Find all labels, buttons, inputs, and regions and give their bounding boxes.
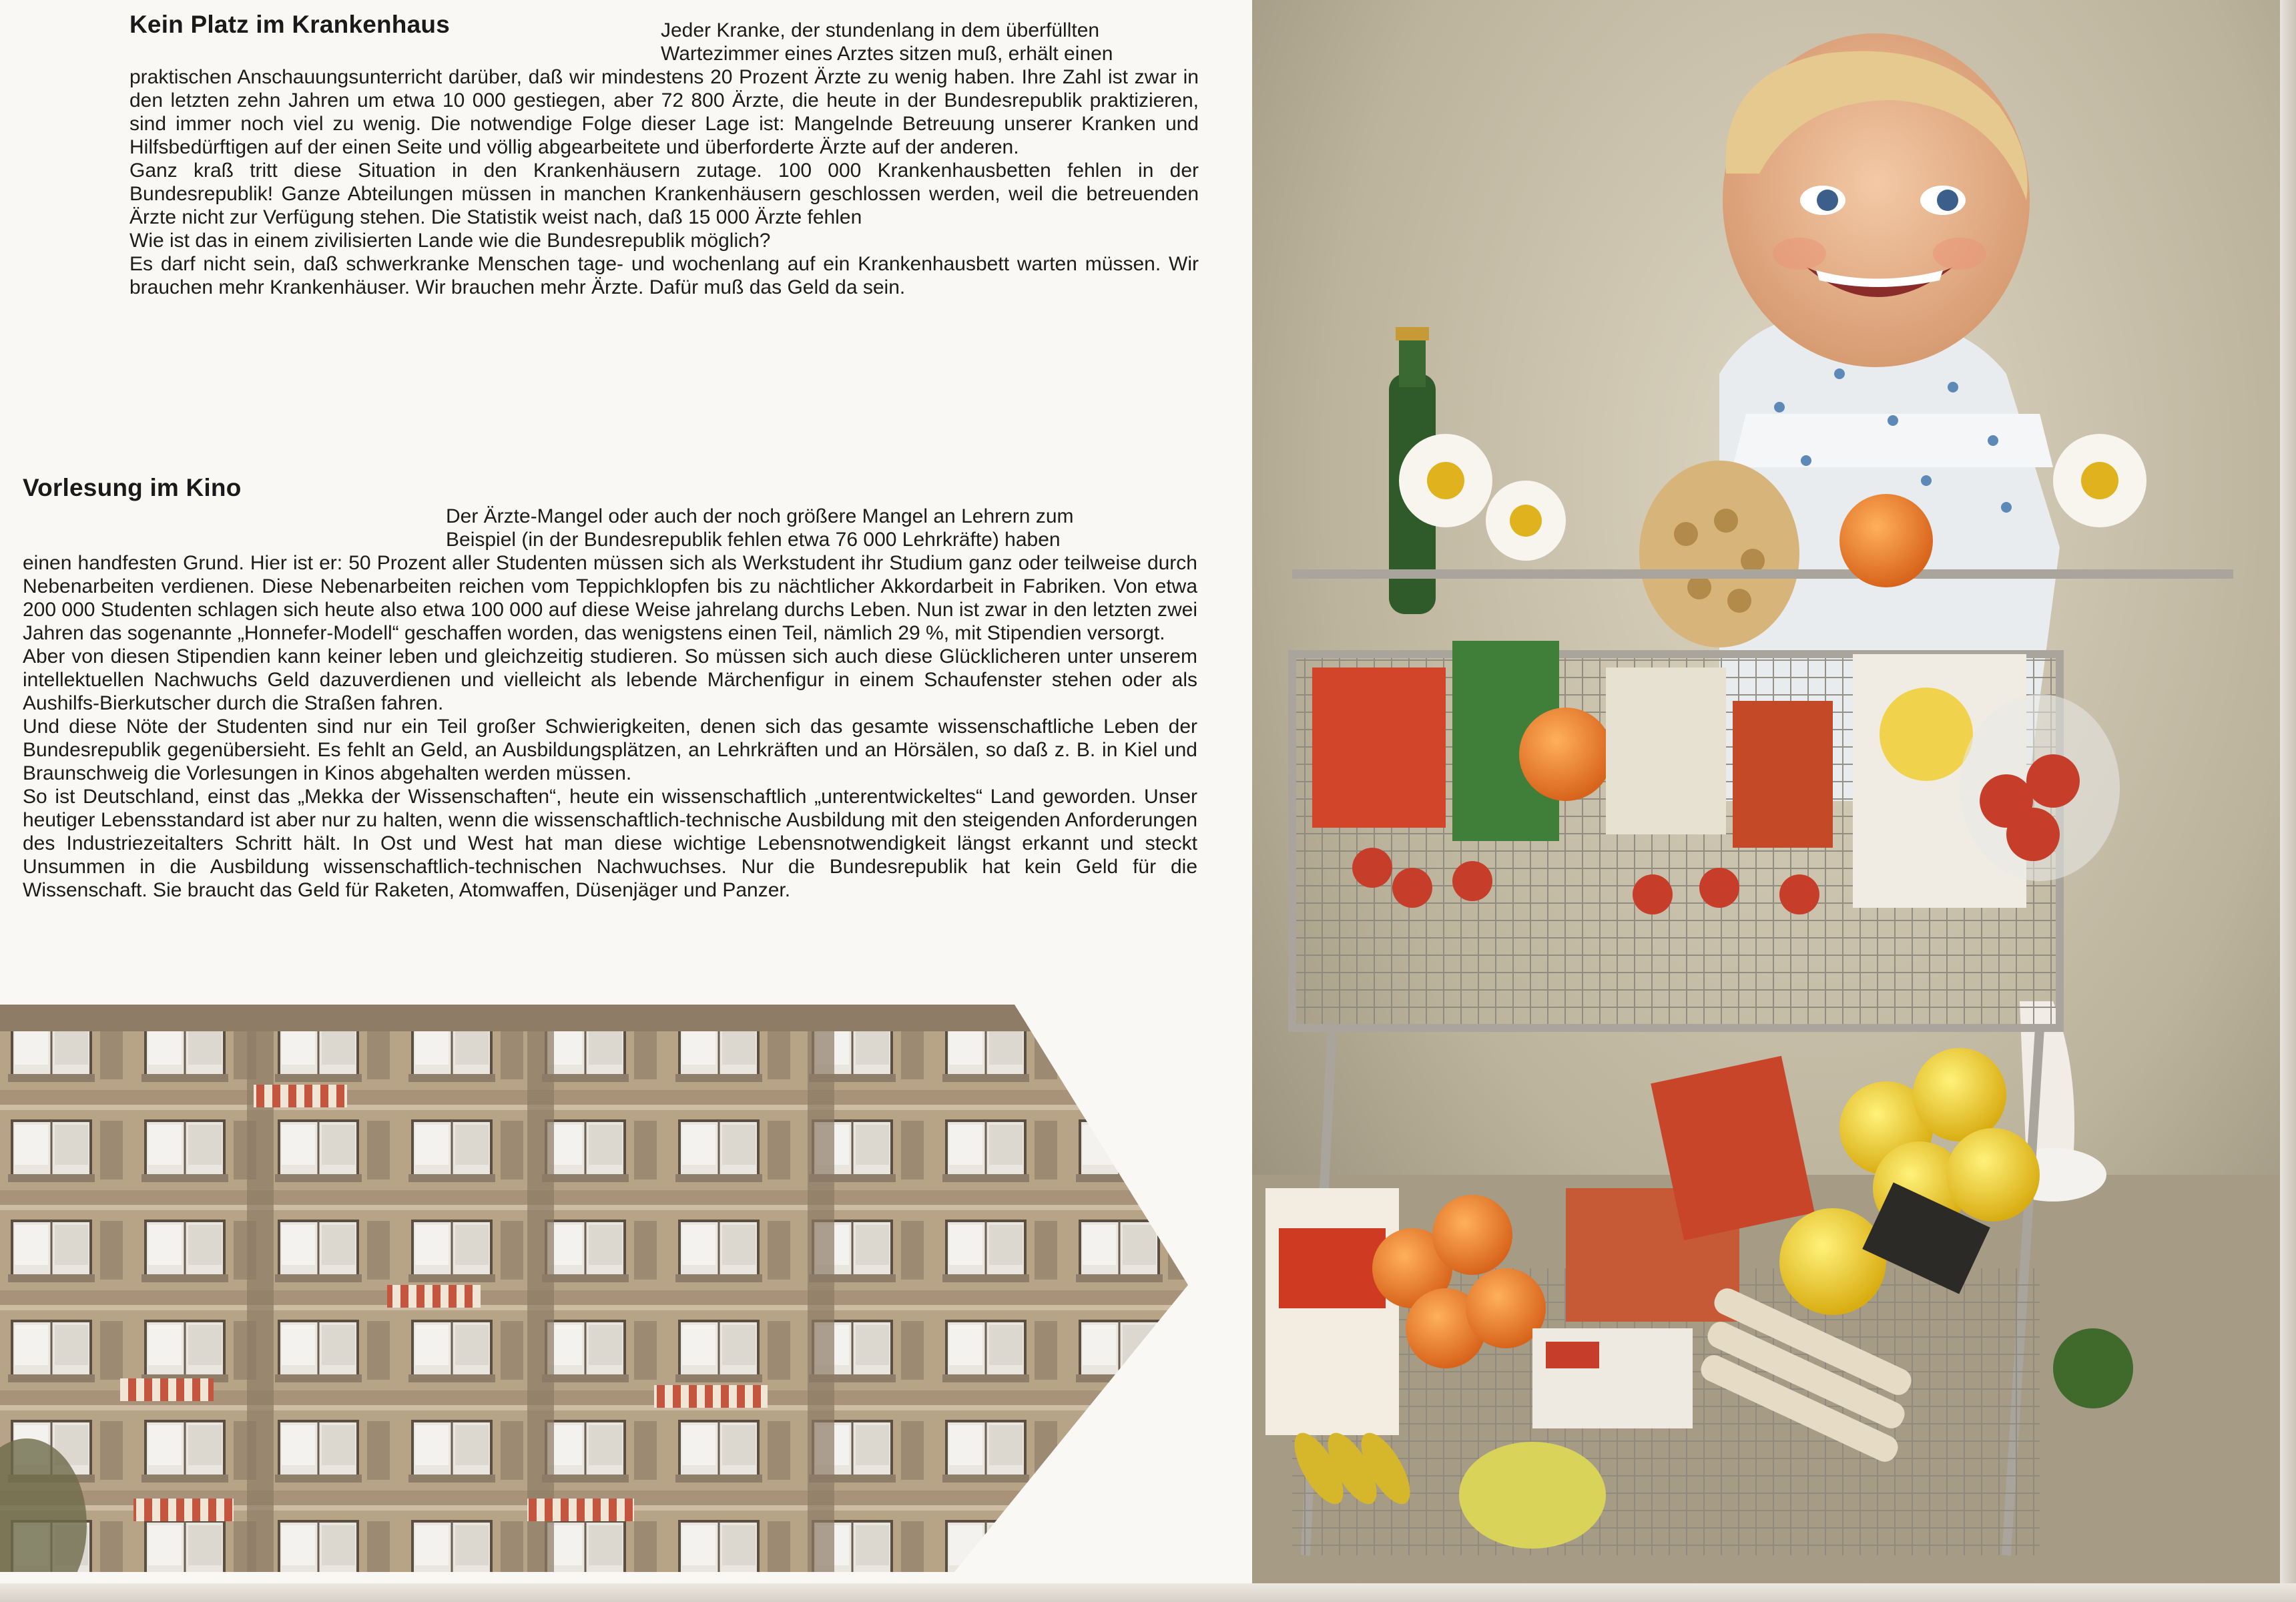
- child-shopping-cart-photo: [1252, 0, 2280, 1586]
- section2-paragraph-1: einen handfesten Grund. Hier ist er: 50 Prozent aller Studenten müssen sich als Werkstudent ihr Studium ganz oder teilweise durch Nebenarbeiten verdienen. Diese Nebenarbeiten reichen vom Teppichklopfen bis zu nächtlicher Akkordarbeit in Fabriken. Von etwa 200 000 Studenten schlagen sich heute also etwa 100 000 auf diese Weise jahrelang durchs Leben. Nun ist zwar in den letzten zwei Jahren das sogenannte „Honnefer-Modell“ geschaffen worden, das wenigstens einen Teil, nämlich 29 %, mit Stipendien versorgt.: [23, 552, 1197, 644]
- apartment-block-photo: [0, 1005, 1188, 1572]
- section2-body: [23, 551, 1197, 902]
- section2-title: Vorlesung im Kino: [23, 474, 242, 501]
- section1-lead-line-1: Jeder Kranke, der stundenlang in dem überfüllten: [661, 19, 1100, 41]
- section2-paragraph-2: Aber von diesen Stipendien kann keiner leben und gleichzeitig studieren. So müssen sich auch diese Glücklicheren unter unserem intellektuellen Nachwuchs Geld dazuverdienen und vielleicht als lebende Märchenfigur in einem Schaufenster stehen oder als Aushilfs-Bierkutscher durch die Straßen fahren.: [23, 645, 1197, 714]
- section1-paragraph-3: Wie ist das in einem zivilisierten Lande wie die Bundesrepublik möglich?: [129, 230, 771, 252]
- section1-paragraph-1: praktischen Anschauungsunterricht darüber, daß wir mindestens 20 Prozent Ärzte zu wenig haben. Ihre Zahl ist zwar in den letzten zehn Jahren um etwa 10 000 gestiegen, aber 72 800 Ärzte, die heute in der Bundesrepublik praktizieren, sind immer noch viel zu wenig. Die notwendige Folge dieser Lage ist: Mangelnde Betreuung unserer Kranken und Hilfsbedürftigen auf der einen Seite und völlig abgearbeitete und überforderte Ärzte auf der anderen.: [129, 66, 1199, 158]
- section2-lead: [446, 505, 1197, 551]
- section2-paragraph-3: Und diese Nöte der Studenten sind nur ein Teil großer Schwierigkeiten, denen sich das gesamte wissenschaftliche Leben der Bundesrepublik gegenübersieht. Es fehlt an Geld, an Ausbildungsplätzen, an Lehrkräften und an Hörsälen, so daß z. B. in Kiel und Braunschweig die Vorlesungen in Kinos abgehalten werden müssen.: [23, 716, 1197, 784]
- section1-title: Kein Platz im Krankenhaus: [129, 11, 450, 38]
- section1-paragraph-2: Ganz kraß tritt diese Situation in den Krankenhäusern zutage. 100 000 Krankenhausbetten fehlen in der Bundesrepublik! Ganze Abteilungen müssen in manchen Krankenhäusern geschlossen werden, weil die betreuenden Ärzte nicht zur Verfügung stehen. Die Statistik weist nach, daß 15 000 Ärzte fehlen: [129, 160, 1199, 228]
- section1-paragraph-4: Es darf nicht sein, daß schwerkranke Menschen tage- und wochenlang auf ein Krankenhausbett warten müssen. Wir brauchen mehr Krankenhäuser. Wir brauchen mehr Ärzte. Dafür muß das Geld da sein.: [129, 253, 1199, 298]
- section2-lead-line-1: Der Ärzte-Mangel oder auch der noch größere Mangel an Lehrern zum: [446, 505, 1074, 527]
- section1-lead: [661, 19, 1199, 65]
- section2-paragraph-4: So ist Deutschland, einst das „Mekka der Wissenschaften“, heute ein wissenschaftlich „unterentwickeltes“ Land geworden. Unser heutiger Lebensstandard ist aber nur zu halten, wenn die wissenschaftlich-technische Ausbildung mit den steigenden Anforderungen des Industriezeitalters Schritt hält. In Ost und West hat man diese wichtige Lebensnotwendigkeit längst erkannt und steckt Unsummen in die Ausbildung wissenschaftlich-technischen Nachwuchses. Nur die Bundesrepublik hat kein Geld für die Wissenschaft. Sie braucht das Geld für Raketen, Atomwaffen, Düsenjäger und Panzer.: [23, 786, 1197, 901]
- section2-lead-line-2: Beispiel (in der Bundesrepublik fehlen etwa 76 000 Lehrkräfte) haben: [446, 529, 1061, 551]
- section1-body: [129, 65, 1199, 299]
- page-bottom-edge: [0, 1583, 2296, 1602]
- scan-edge: [2280, 0, 2296, 1602]
- section1-lead-line-2: Wartezimmer eines Arztes sitzen muß, erhält einen: [661, 43, 1113, 65]
